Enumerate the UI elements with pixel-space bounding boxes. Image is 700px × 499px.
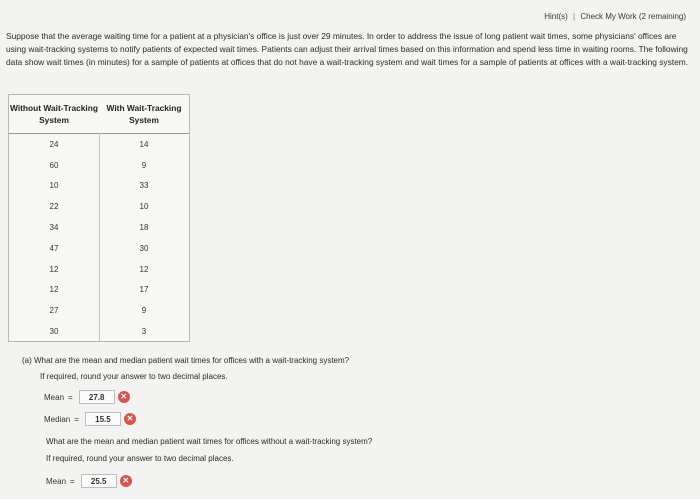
check-my-work-link[interactable]: Check My Work (2 remaining) — [580, 12, 686, 21]
cell-with: 14 — [139, 139, 149, 149]
part-a-question: (a) What are the mean and median patient wait times for offices with a wait-tracking system? — [22, 356, 350, 365]
cell-without: 60 — [49, 160, 59, 170]
top-toolbar — [544, 12, 686, 21]
cell-with: 30 — [139, 243, 149, 253]
cell-with: 12 — [139, 264, 149, 274]
error-x-icon: ✕ — [124, 413, 136, 425]
table-row — [9, 280, 189, 301]
cell-with: 18 — [139, 223, 149, 233]
equals-sign: = — [74, 414, 79, 424]
cell-without: 12 — [49, 285, 59, 295]
median-label: Median — [44, 414, 71, 424]
error-x-icon: ✕ — [120, 475, 132, 487]
cell-with: 17 — [139, 285, 149, 295]
table-row — [9, 321, 189, 342]
cell-with: 9 — [141, 306, 147, 316]
table-row — [9, 259, 189, 280]
hints-link[interactable]: Hint(s) — [544, 12, 568, 21]
cell-with: 33 — [139, 181, 149, 191]
part-b-question: What are the mean and median patient wait times for offices without a wait-tracking system? — [46, 437, 373, 446]
mean-label: Mean — [44, 392, 65, 402]
cell-without: 10 — [49, 181, 59, 191]
cell-with: 9 — [141, 160, 147, 170]
header-with-tracking: With Wait-Tracking System — [106, 103, 182, 125]
cell-without: 22 — [49, 202, 59, 212]
table-row — [9, 300, 189, 321]
table-row — [9, 176, 189, 197]
table-row — [9, 155, 189, 176]
wait-times-table — [8, 94, 190, 342]
part-a-median-row — [44, 412, 136, 426]
median-with-tracking-input[interactable]: 15.5 — [85, 412, 121, 426]
cell-without: 34 — [49, 223, 59, 233]
toolbar-separator: | — [573, 12, 576, 21]
part-a-instruction: If required, round your answer to two decimal places. — [40, 372, 228, 381]
cell-with: 3 — [141, 327, 147, 337]
cell-without: 30 — [49, 327, 59, 337]
part-a-mean-row — [44, 390, 130, 404]
part-b-mean-row — [46, 474, 132, 488]
table-row — [9, 134, 189, 155]
part-b-instruction: If required, round your answer to two decimal places. — [46, 454, 234, 463]
table-row — [9, 217, 189, 238]
cell-with: 10 — [139, 202, 149, 212]
error-x-icon: ✕ — [118, 391, 130, 403]
cell-without: 24 — [49, 139, 59, 149]
problem-intro: Suppose that the average waiting time for a patient at a physician's office is just over 29 minutes. In order to address the issue of long patient wait times, some physicians' offices are using wait-tracking systems to notify patients of expected wait times. Patients can adjust their arrival times based on this information and spend less time in waiting rooms. The following data show wait times (in minutes) for a sample of patients at offices that do not have a wait-tracking system and wait times for a sample of patients at offices with a wait-tracking system. — [6, 31, 689, 67]
table-header — [9, 95, 189, 134]
table-row — [9, 238, 189, 259]
cell-without: 12 — [49, 264, 59, 274]
header-without-tracking: Without Wait-Tracking System — [9, 103, 98, 125]
mean-with-tracking-input[interactable]: 27.8 — [79, 390, 115, 404]
mean-label: Mean — [46, 476, 67, 486]
cell-without: 47 — [49, 243, 59, 253]
equals-sign: = — [68, 392, 73, 402]
table-row — [9, 196, 189, 217]
table-body — [9, 134, 189, 342]
equals-sign: = — [70, 476, 75, 486]
cell-without: 27 — [49, 306, 59, 316]
mean-without-tracking-input[interactable]: 25.5 — [81, 474, 117, 488]
